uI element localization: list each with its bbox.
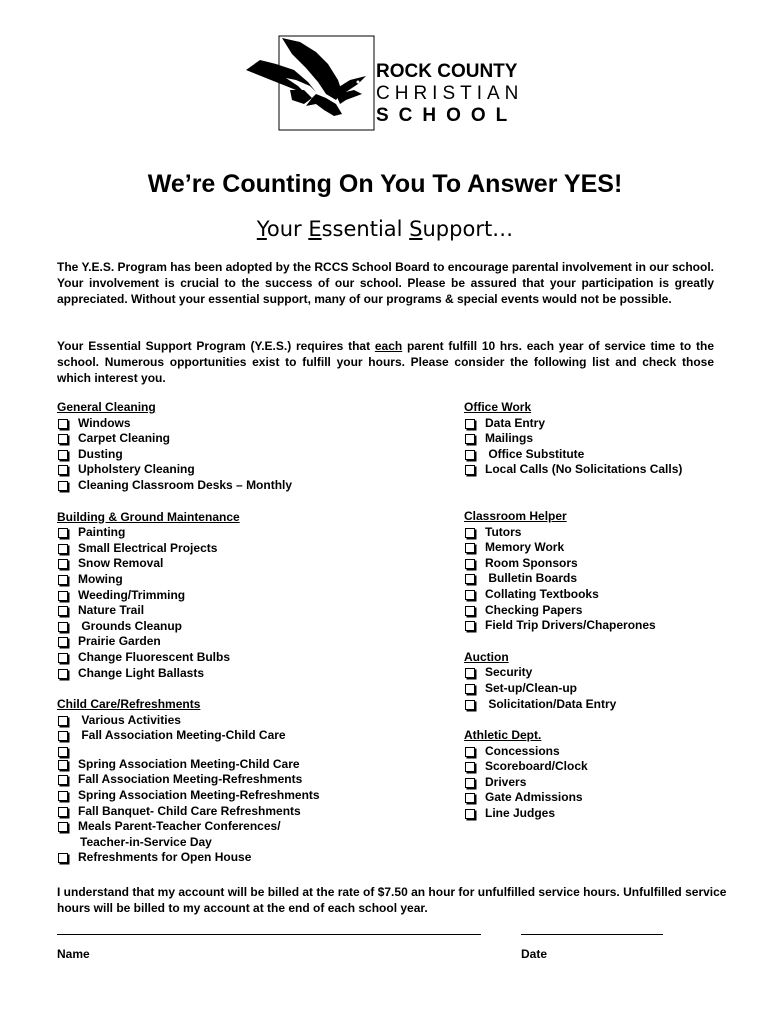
checklist-item-label: Office Substitute (485, 446, 585, 461)
checkbox[interactable] (58, 528, 68, 538)
checklist-item[interactable] (57, 416, 437, 432)
page-title: We’re Counting On You To Answer YES! (147, 170, 623, 198)
checklist-item-label: Meals Parent-Teacher Conferences/ (78, 819, 281, 834)
checklist-item-label: Solicitation/Data Entry (485, 696, 617, 711)
checklist-item-label: Prairie Garden (78, 634, 161, 649)
checklist-item[interactable] (464, 759, 744, 775)
checklist-item[interactable] (464, 587, 744, 603)
checklist-item[interactable] (57, 650, 437, 666)
checklist-item-label: Security (485, 665, 533, 680)
checklist-item-label: Windows (78, 415, 131, 430)
logo-line-2: CHRISTIAN (376, 83, 524, 104)
checklist-item[interactable] (57, 556, 437, 572)
checklist-item[interactable] (464, 806, 744, 822)
section-heading: Office Work (464, 400, 532, 414)
checklist-section (464, 509, 744, 634)
checklist-section (57, 697, 437, 866)
checklist-item[interactable] (464, 744, 744, 760)
checklist-item-continuation: Teacher-in-Service Day (80, 834, 212, 849)
checklist-item[interactable] (57, 666, 437, 682)
checklist-item-label: Spring Association Meeting-Child Care (78, 756, 300, 771)
checkbox[interactable] (465, 668, 475, 678)
checklist-item[interactable] (57, 772, 437, 788)
checklist-item[interactable] (464, 525, 744, 541)
subtitle-e-rest: ssential (321, 217, 410, 241)
checklist-item[interactable] (57, 431, 437, 447)
checklist-item-label: Local Calls (No Solicitations Calls) (485, 462, 683, 477)
checkbox[interactable] (58, 653, 68, 663)
checklist-item-label: Change Light Ballasts (78, 665, 205, 680)
checklist-item-label: Snow Removal (78, 556, 164, 571)
checklist-item[interactable] (57, 634, 437, 650)
checkbox[interactable] (58, 434, 68, 444)
checklist-item-label: Fall Banquet- Child Care Refreshments (78, 803, 301, 818)
checkbox[interactable] (465, 434, 475, 444)
checkbox[interactable] (465, 778, 475, 788)
checklist-item-label: Fall Association Meeting-Refreshments (78, 772, 303, 787)
checklist-section (464, 400, 744, 478)
checklist-item-label: Scoreboard/Clock (485, 759, 588, 774)
checklist-item[interactable] (464, 603, 744, 619)
checklist-item-label: Checking Papers (485, 602, 583, 617)
logo-line-1: ROCK COUNTY (376, 61, 518, 82)
checkbox[interactable] (465, 621, 475, 631)
checkbox[interactable] (58, 591, 68, 601)
checkbox[interactable] (58, 807, 68, 817)
checklist-item[interactable] (57, 447, 437, 463)
checkbox[interactable] (58, 853, 68, 863)
checklist-item-label: Line Judges (485, 806, 556, 821)
section-heading: Athletic Dept. (464, 728, 542, 743)
requirement-paragraph (57, 338, 714, 386)
checklist-item[interactable] (57, 619, 437, 635)
checkbox[interactable] (465, 700, 475, 710)
checklist-item[interactable] (464, 775, 744, 791)
section-heading: Child Care/Refreshments (57, 697, 201, 712)
date-signature-line[interactable] (521, 934, 663, 935)
checkbox[interactable] (58, 669, 68, 679)
checklist-item-label: Concessions (485, 743, 560, 758)
checklist-item-label: Change Fluorescent Bulbs (78, 649, 231, 664)
school-name (376, 62, 523, 125)
left-column (57, 400, 437, 866)
checklist-section (57, 510, 437, 682)
checkbox[interactable] (465, 559, 475, 569)
checklist-item-label: Weeding/Trimming (78, 587, 186, 602)
section-heading: General Cleaning (57, 400, 156, 414)
checkbox[interactable] (465, 419, 475, 429)
checklist-section (464, 728, 744, 822)
checklist-item-label: Room Sponsors (485, 555, 578, 570)
checkbox[interactable] (58, 544, 68, 554)
billing-statement: I understand that my account will be billed at the rate of $7.50 an hour for unfulfilled service hours. Unfulfilled service hours will be billed to my account at the end of each school year. (57, 885, 727, 915)
date-label: Date (521, 947, 548, 961)
checklist-item-label: Memory Work (485, 540, 565, 555)
subtitle-y-rest: our (266, 217, 309, 241)
subtitle-e: E (308, 217, 322, 241)
checklist-item[interactable] (464, 790, 744, 806)
right-column (464, 400, 744, 822)
checklist-section (57, 400, 437, 494)
checkbox[interactable] (465, 465, 475, 475)
requirement-text-after: parent fulfill 10 hrs. each year of service time to the school. Numerous opportunities exist to fulfill your hours. Please consider the following list and check those which interest you. (57, 339, 715, 385)
checkbox[interactable] (465, 606, 475, 616)
checklist-item[interactable] (57, 603, 437, 619)
checklist-item-label: Fall Association Meeting-Child Care (78, 728, 286, 743)
checklist-item-label: Mailings (485, 431, 534, 446)
checkbox[interactable] (58, 760, 68, 770)
checkbox[interactable] (58, 716, 68, 726)
checklist-item[interactable] (57, 804, 437, 820)
checklist-item-label: Grounds Cleanup (78, 618, 183, 633)
intro-paragraph: The Y.E.S. Program has been adopted by the RCCS School Board to encourage parental involvement in our school. Your involvement is crucial to the success of our school. Please be assured that your participation is greatly appreciated. Without your essential support, many of our programs & special events would not be possible. (57, 260, 714, 306)
checklist-item[interactable] (57, 462, 437, 478)
checklist-item-label: Cleaning Classroom Desks – Monthly (78, 477, 293, 492)
checklist-item[interactable] (57, 713, 437, 729)
checkbox[interactable] (58, 419, 68, 429)
checklist-item[interactable] (57, 588, 437, 604)
checklist-item-label: Refreshments for Open House (78, 850, 252, 865)
checklist-item[interactable] (464, 571, 744, 587)
subtitle-s: S (409, 217, 423, 241)
requirement-text-each: each (374, 339, 403, 353)
checklist-item[interactable] (57, 478, 437, 494)
subtitle-s-rest: upport… (422, 217, 514, 241)
checkbox[interactable] (465, 450, 475, 460)
checklist-item[interactable] (464, 416, 744, 432)
checklist-item-label: Set-up/Clean-up (485, 680, 577, 695)
checklist-item-label: Gate Admissions (485, 790, 583, 805)
checkbox[interactable] (58, 575, 68, 585)
checklist-item[interactable] (57, 541, 437, 557)
checklist-item[interactable] (464, 697, 744, 713)
requirement-text-before: Your Essential Support Program (Y.E.S.) requires that (57, 339, 375, 353)
checklist-item[interactable] (57, 850, 437, 866)
section-heading: Classroom Helper (464, 508, 567, 523)
checkbox[interactable] (58, 822, 68, 832)
checklist-item-label: Various Activities (78, 712, 181, 727)
checkbox[interactable] (58, 731, 68, 741)
checkbox[interactable] (58, 637, 68, 647)
checklist-item[interactable] (464, 556, 744, 572)
checkbox[interactable] (465, 809, 475, 819)
checklist-item-label: Upholstery Cleaning (78, 462, 195, 477)
checkbox[interactable] (58, 622, 68, 632)
checkbox[interactable] (58, 606, 68, 616)
checkbox[interactable] (465, 762, 475, 772)
checklist-item-label: Bulletin Boards (485, 571, 578, 586)
checklist-item[interactable] (464, 462, 744, 478)
checklist-item[interactable] (57, 819, 437, 835)
checklist-item-label: Tutors (485, 524, 522, 539)
subtitle-y: Y (256, 217, 267, 241)
checkbox[interactable] (58, 775, 68, 785)
checkbox[interactable] (465, 747, 475, 757)
checkbox[interactable] (58, 791, 68, 801)
checklist-item[interactable] (57, 788, 437, 804)
checkbox[interactable] (58, 450, 68, 460)
checklist-item-label: Painting (78, 525, 126, 540)
section-heading: Building & Ground Maintenance (57, 509, 240, 524)
checklist-item-label: Data Entry (485, 415, 546, 430)
checkbox[interactable] (58, 559, 68, 569)
checkbox[interactable] (465, 528, 475, 538)
checklist-item-label: Mowing (78, 571, 123, 586)
checkbox[interactable] (58, 465, 68, 475)
checklist-item-label: Nature Trail (78, 603, 145, 618)
checklist-item-label: Collating Textbooks (485, 586, 599, 601)
checklist-item[interactable] (464, 681, 744, 697)
checklist-item-label: Dusting (78, 446, 123, 461)
checkbox[interactable] (465, 684, 475, 694)
checkbox[interactable] (58, 481, 68, 491)
checklist-item[interactable] (57, 728, 437, 744)
checkbox[interactable] (465, 590, 475, 600)
name-label: Name (57, 947, 90, 961)
checklist-item[interactable] (57, 757, 437, 773)
checklist-item[interactable] (57, 744, 437, 757)
checklist-item[interactable] (464, 665, 744, 681)
checklist-item-label: Drivers (485, 774, 527, 789)
checklist-item[interactable] (464, 447, 744, 463)
checkbox[interactable] (465, 543, 475, 553)
checklist-item[interactable] (464, 540, 744, 556)
logo-line-3: SCHOOL (376, 105, 518, 126)
checklist-item-label: Small Electrical Projects (78, 540, 218, 555)
checklist-item[interactable] (57, 525, 437, 541)
name-signature-line[interactable] (57, 934, 481, 935)
section-heading: Auction (464, 649, 509, 664)
checklist-item[interactable] (464, 431, 744, 447)
checkbox[interactable] (58, 747, 68, 757)
checkbox[interactable] (465, 574, 475, 584)
checklist-item-label: Spring Association Meeting-Refreshments (78, 788, 320, 803)
page-subtitle (0, 217, 770, 241)
checklist-item[interactable] (57, 572, 437, 588)
checklist-item[interactable] (464, 618, 744, 634)
checklist-item-label: Carpet Cleaning (78, 431, 171, 446)
checklist-section (464, 650, 744, 712)
checkbox[interactable] (465, 793, 475, 803)
checklist-item-label: Field Trip Drivers/Chaperones (485, 618, 656, 633)
